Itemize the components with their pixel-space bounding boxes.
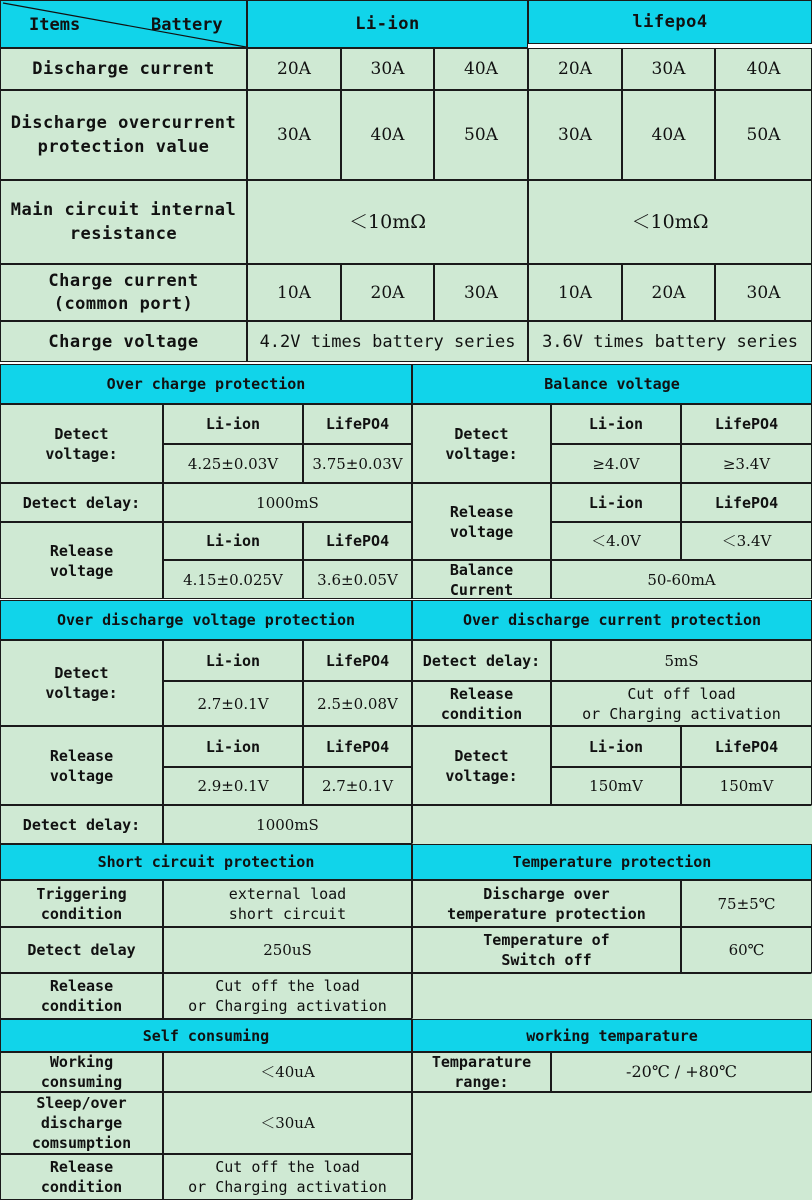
balance-current-label: Balance Current [412, 560, 551, 599]
temp-switch-value: 60℃ [681, 927, 812, 973]
discharge-current-label: Discharge current [0, 48, 247, 90]
odc-detect-fe: 150mV [681, 767, 812, 805]
charge-current-value: 20A [622, 264, 715, 321]
empty-cell [412, 805, 812, 844]
odv-release-li: 2.9±0.1V [163, 767, 303, 805]
working-temp-range-label: Temparature range: [412, 1052, 551, 1092]
temp-discharge-value: 75±5℃ [681, 880, 812, 927]
odc-col-fe: LifePO4 [681, 726, 812, 767]
self-working-value: ＜40uA [163, 1052, 412, 1092]
odc-release-condition-label: Release condition [412, 681, 551, 726]
odc-detect-delay-label: Detect delay: [412, 640, 551, 681]
short-circuit-title: Short circuit protection [0, 844, 412, 880]
odc-col-li: Li-ion [551, 726, 681, 767]
discharge-current-value: 30A [341, 48, 434, 90]
overcurrent-value: 30A [528, 90, 622, 180]
li-ion-header: Li-ion [247, 0, 528, 48]
discharge-current-value: 40A [715, 48, 812, 90]
overcharge-title: Over charge protection [0, 364, 412, 404]
balance-col-fe: LifePO4 [681, 483, 812, 522]
overcharge-release-fe: 3.6±0.05V [303, 560, 412, 599]
odv-release-voltage-label: Release voltage [0, 726, 163, 805]
discharge-current-value: 20A [247, 48, 341, 90]
charge-current-value: 20A [341, 264, 434, 321]
overcharge-col-li: Li-ion [163, 404, 303, 444]
overcurrent-value: 40A [341, 90, 434, 180]
sc-release-label: Release condition [0, 973, 163, 1019]
odc-delay-value: 5mS [551, 640, 812, 681]
corner-items-label: Items [29, 15, 81, 35]
temperature-title: Temperature protection [412, 844, 812, 880]
overcurrent-value: 50A [434, 90, 528, 180]
balance-title: Balance voltage [412, 364, 812, 404]
lifepo4-header: lifepo4 [528, 0, 812, 44]
overcharge-detect-voltage-label: Detect voltage: [0, 404, 163, 483]
sc-trigger-label: Triggering condition [0, 880, 163, 927]
odv-delay-value: 1000mS [163, 805, 412, 844]
odc-detect-li: 150mV [551, 767, 681, 805]
odv-col-fe: LifePO4 [303, 640, 412, 681]
charge-current-value: 30A [715, 264, 812, 321]
charge-current-label: Charge current (common port) [0, 264, 247, 321]
overcurrent-value: 30A [247, 90, 341, 180]
odc-detect-voltage-label: Detect voltage: [412, 726, 551, 805]
empty-cell [412, 1092, 812, 1200]
overcharge-detect-li: 4.25±0.03V [163, 444, 303, 483]
balance-release-fe: ＜3.4V [681, 522, 812, 560]
overcharge-col-fe: LifePO4 [303, 404, 412, 444]
charge-current-value: 10A [247, 264, 341, 321]
balance-detect-fe: ≥3.4V [681, 444, 812, 483]
self-release-value: Cut off the load or Charging activation [163, 1154, 412, 1200]
charge-voltage-label: Charge voltage [0, 321, 247, 362]
charge-voltage-fe-value: 3.6V times battery series [528, 321, 812, 362]
overcurrent-value: 40A [622, 90, 715, 180]
overdischarge-voltage-title: Over discharge voltage protection [0, 600, 412, 640]
discharge-current-value: 40A [434, 48, 528, 90]
balance-release-li: ＜4.0V [551, 522, 681, 560]
temp-switch-label: Temperature of Switch off [412, 927, 681, 973]
balance-col-fe: LifePO4 [681, 404, 812, 444]
odv-detect-delay-label: Detect delay: [0, 805, 163, 844]
sc-delay-label: Detect delay [0, 927, 163, 973]
balance-detect-li: ≥4.0V [551, 444, 681, 483]
sc-delay-value: 250uS [163, 927, 412, 973]
self-sleep-value: ＜30uA [163, 1092, 412, 1154]
resistance-label: Main circuit internal resistance [0, 180, 247, 264]
temp-discharge-label: Discharge over temperature protection [412, 880, 681, 927]
corner-cell [0, 0, 247, 48]
discharge-current-value: 20A [528, 48, 622, 90]
odv-col-li: Li-ion [163, 726, 303, 767]
discharge-current-value: 30A [622, 48, 715, 90]
overcurrent-label: Discharge overcurrent protection value [0, 90, 247, 180]
corner-battery-label: Battery [151, 15, 223, 35]
balance-detect-voltage-label: Detect voltage: [412, 404, 551, 483]
balance-col-li: Li-ion [551, 404, 681, 444]
sc-release-value: Cut off the load or Charging activation [163, 973, 412, 1019]
self-working-label: Working consuming [0, 1052, 163, 1092]
working-temp-title: working temparature [412, 1019, 812, 1052]
self-sleep-label: Sleep/over discharge comsumption [0, 1092, 163, 1154]
working-temp-range-value: -20℃ / +80℃ [551, 1052, 812, 1092]
odv-release-fe: 2.7±0.1V [303, 767, 412, 805]
odv-col-li: Li-ion [163, 640, 303, 681]
odv-detect-voltage-label: Detect voltage: [0, 640, 163, 726]
overcharge-col-fe: LifePO4 [303, 522, 412, 560]
overcharge-delay-value: 1000mS [163, 483, 412, 522]
overcharge-release-li: 4.15±0.025V [163, 560, 303, 599]
overcharge-detect-fe: 3.75±0.03V [303, 444, 412, 483]
self-consuming-title: Self consuming [0, 1019, 412, 1052]
charge-voltage-li-value: 4.2V times battery series [247, 321, 528, 362]
balance-col-li: Li-ion [551, 483, 681, 522]
self-release-label: Release condition [0, 1154, 163, 1200]
charge-current-value: 30A [434, 264, 528, 321]
overcharge-col-li: Li-ion [163, 522, 303, 560]
odc-release-value: Cut off load or Charging activation [551, 681, 812, 726]
resistance-li-value: ＜10mΩ [247, 180, 528, 264]
charge-current-value: 10A [528, 264, 622, 321]
balance-current-value: 50-60mA [551, 560, 812, 599]
resistance-fe-value: ＜10mΩ [528, 180, 812, 264]
overcharge-detect-delay-label: Detect delay: [0, 483, 163, 522]
overcharge-release-voltage-label: Release voltage [0, 522, 163, 599]
empty-cell [412, 973, 812, 1019]
odv-detect-fe: 2.5±0.08V [303, 681, 412, 726]
odv-col-fe: LifePO4 [303, 726, 412, 767]
corner-diagonal-line [1, 1, 247, 48]
overcurrent-value: 50A [715, 90, 812, 180]
sc-trigger-value: external load short circuit [163, 880, 412, 927]
balance-release-voltage-label: Release voltage [412, 483, 551, 560]
overdischarge-current-title: Over discharge current protection [412, 600, 812, 640]
odv-detect-li: 2.7±0.1V [163, 681, 303, 726]
